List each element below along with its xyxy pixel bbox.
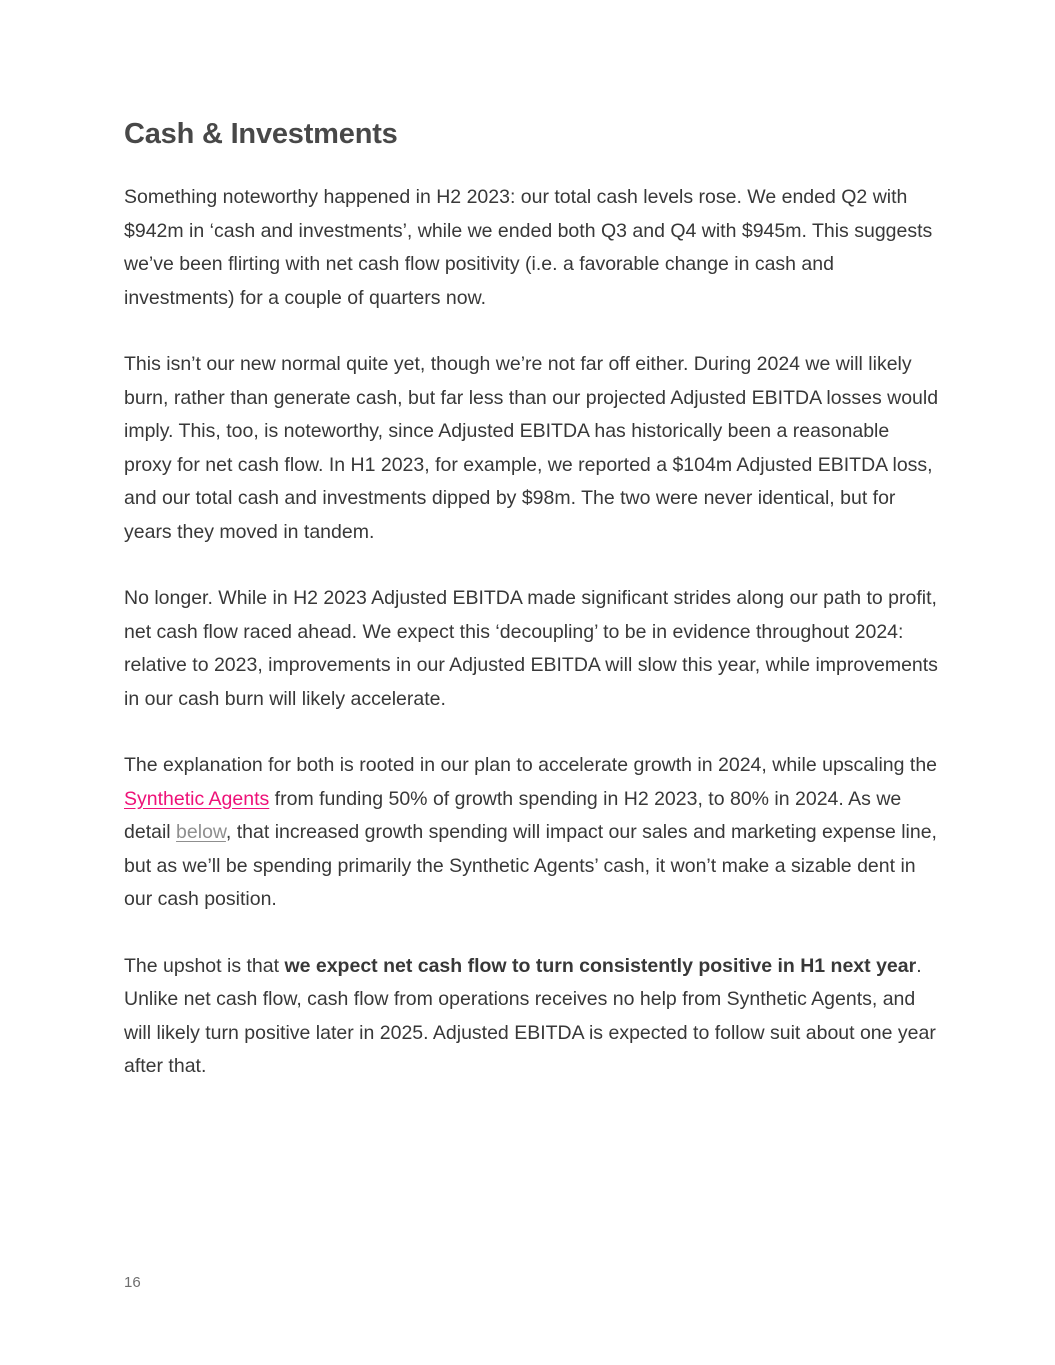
paragraph-text: from funding 50% of growth spending in H2 2023, to 80% in 2024. As we detail bbox=[124, 787, 902, 843]
bold-emphasis-text: we expect net cash flow to turn consistently positive in H1 next year bbox=[284, 954, 917, 977]
paragraph-text: , that increased growth spending will impact our sales and marketing expense line, but as we’ll be spending primarily the Synthetic Agents’ cash, it won’t make a sizable dent in our cash position. bbox=[124, 821, 937, 910]
synthetic-agents-link[interactable]: Synthetic Agents bbox=[124, 787, 270, 810]
section-title: Cash & Investments bbox=[124, 118, 398, 150]
paragraph-text: . Unlike net cash flow, cash flow from operations receives no help from Synthetic Agents, and will likely turn positive later in 2025. Adjusted EBITDA is expected to follow suit about one year after that. bbox=[124, 954, 936, 1077]
paragraph-new-normal bbox=[124, 348, 940, 549]
paragraph-text: This isn’t our new normal quite yet, though we’re not far off either. During 2024 we will likely burn, rather than generate cash, but far less than our projected Adjusted EBITDA losses would imply. This, too, is noteworthy, since Adjusted EBITDA has historically been a reasonable proxy for net cash flow. In H1 2023, for example, we reported a $104m Adjusted EBITDA loss, and our total cash and investments dipped by $98m. The two were never identical, but for years they moved in tandem. bbox=[124, 353, 939, 543]
paragraph-explanation bbox=[124, 749, 940, 917]
paragraph-text: No longer. While in H2 2023 Adjusted EBITDA made significant strides along our path to profit, net cash flow raced ahead. We expect this ‘decoupling’ to be in evidence throughout 2024: relative to 2023, improvements in our Adjusted EBITDA will slow this year, while improvements in our cash burn will likely accelerate. bbox=[124, 587, 938, 710]
paragraph-text: Something noteworthy happened in H2 2023: our total cash levels rose. We ended Q2 with $942m in ‘cash and investments’, while we ended both Q3 and Q4 with $945m. This suggests we’ve been flirting with net cash flow positivity (i.e. a favorable change in cash and investments) for a couple of quarters now. bbox=[124, 186, 933, 309]
paragraph-text: The explanation for both is rooted in our plan to accelerate growth in 2024, while upscaling the bbox=[124, 754, 938, 776]
page-number: 16 bbox=[124, 1274, 141, 1291]
below-anchor-link[interactable]: below bbox=[176, 821, 226, 843]
document-body bbox=[124, 181, 940, 1084]
paragraph-cash-levels bbox=[124, 181, 940, 315]
paragraph-decoupling bbox=[124, 582, 940, 716]
paragraph-upshot bbox=[124, 950, 940, 1084]
paragraph-text: The upshot is that bbox=[124, 954, 285, 977]
